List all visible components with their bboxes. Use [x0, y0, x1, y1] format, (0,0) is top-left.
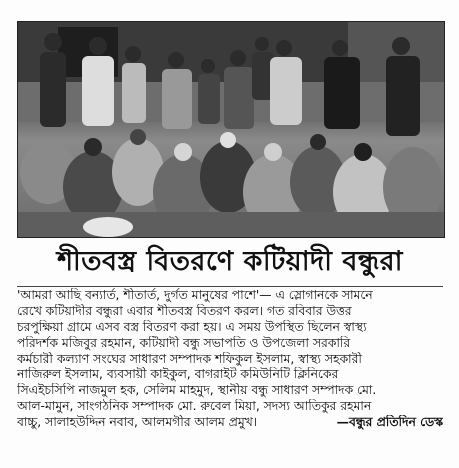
divider-rule — [17, 286, 443, 287]
body-line: আল-মামুন, সাংগঠনিক সম্পাদক মো. রুবেল মিয়া, সদস্য আতিকুর রহমান — [17, 399, 372, 414]
byline: —বন্ধুর প্রতিদিন ডেস্ক — [336, 415, 443, 430]
headline: শীতবস্ত্র বিতরণে কটিয়াদী বন্ধুরা — [57, 246, 403, 277]
body-line: পরিদর্শক মজিবুর রহমান, কটিয়াদী বন্ধু সভাপতি ও উপজেলা সরকারি — [17, 335, 351, 350]
news-photo — [17, 21, 445, 238]
body-last-line — [17, 415, 443, 431]
body-line: রেখে কটিয়াদীর বন্ধুরা এবার শীতবস্ত্র বিতরণ করল। গত রবিবার উত্তর — [17, 303, 352, 318]
photo-illustration — [18, 22, 444, 237]
body-line: 'আমরা আছি বন্যার্ত, শীতার্ত, দুর্গত মানুষের পাশে'— এ স্লোগানকে সামনে — [17, 288, 373, 302]
body-line: সিএইচসিপি নাজমুল হক, সেলিম মাহমুদ, স্থানীয় বন্ধু সাধারণ সম্পাদক মো. — [17, 383, 377, 398]
body-line: নাজিরুল ইসলাম, ব্যবসায়ী কাইকুল, বাগরাইট কমিউনিটি ক্লিনিকের — [17, 367, 339, 382]
body-line: চরপুক্ষিয়া গ্রামে এসব বস্ত্র বিতরণ করা হয়। এ সময় উপস্থিত ছিলেন স্বাস্থ্য — [17, 319, 367, 334]
body-last-text: বাচ্চু, সালাহউদ্দিন নবাব, আলমগীর আলম প্রমুখ। — [17, 415, 258, 430]
article-body — [17, 288, 443, 431]
body-line: কর্মচারী কল্যাণ সংঘের সাধারণ সম্পাদক শফিকুল ইসলাম, স্বাস্থ্য সহকারী — [17, 351, 362, 366]
